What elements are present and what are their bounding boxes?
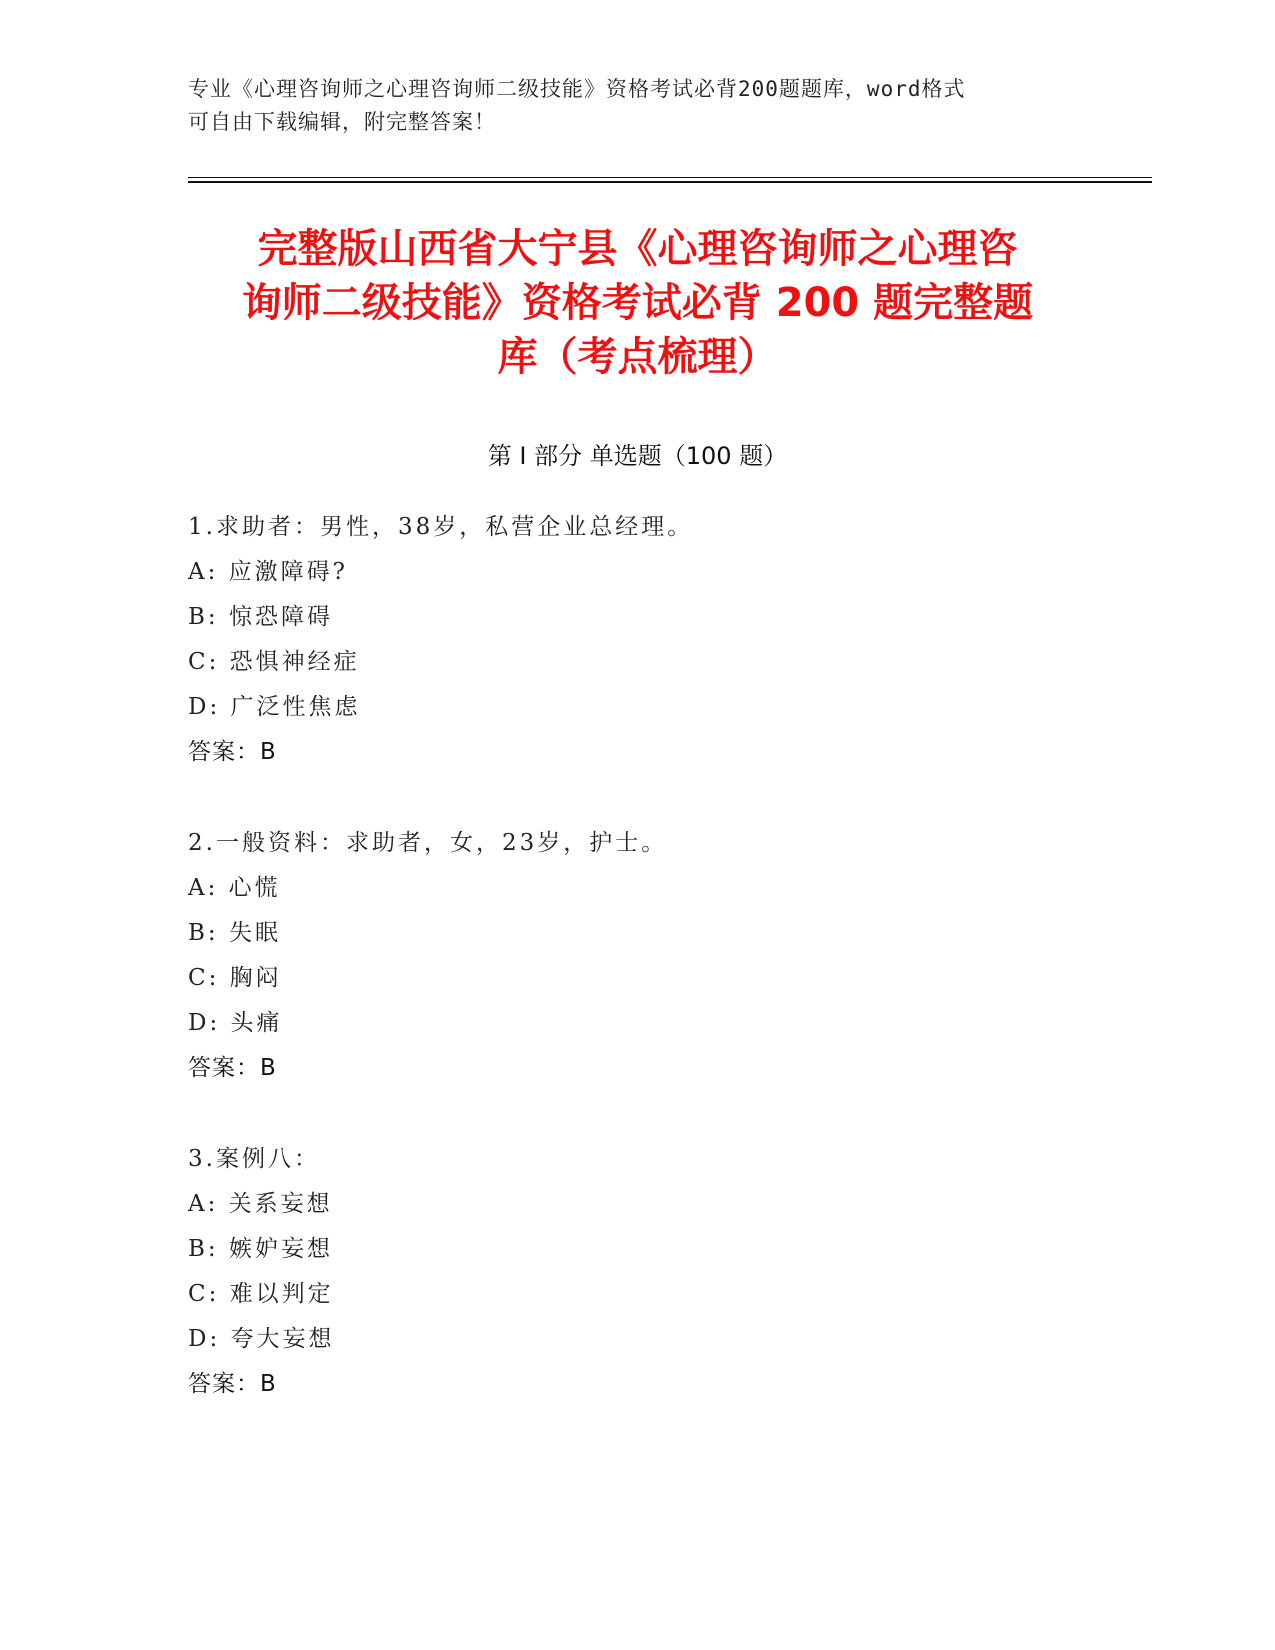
- option-b: B: 失眠: [188, 920, 281, 946]
- option-d: D: 广泛性焦虑: [188, 694, 361, 720]
- title-line-3: 库（考点梳理）: [497, 334, 778, 380]
- title-line-2: 询师二级技能》资格考试必背 200 题完整题: [241, 280, 1034, 326]
- title-line-1: 完整版山西省大宁县《心理咨询师之心理咨: [257, 226, 1018, 272]
- option-a: A: 心慌: [188, 875, 281, 901]
- option-c: C: 难以判定: [188, 1281, 334, 1307]
- question-stem: 2.一般资料：求助者，女，23岁，护士。: [188, 830, 668, 856]
- option-b: B: 嫉妒妄想: [188, 1236, 333, 1262]
- section-title: 第 I 部分 单选题（100 题）: [487, 442, 788, 470]
- header-rule-thick: [188, 181, 1152, 183]
- question-stem: 1.求助者：男性，38岁，私营企业总经理。: [188, 514, 694, 540]
- header-note-line-1: 专业《心理咨询师之心理咨询师二级技能》资格考试必背200题题库，word格式: [188, 77, 966, 101]
- option-a: A: 应激障碍?: [188, 559, 349, 585]
- option-a: A: 关系妄想: [188, 1191, 333, 1217]
- header-rule-thin: [188, 177, 1152, 178]
- document-title: [190, 222, 1085, 384]
- answer: 答案：B: [188, 1371, 277, 1397]
- question-2: [188, 821, 1088, 1091]
- question-1: [188, 505, 1088, 775]
- option-b: B: 惊恐障碍: [188, 604, 333, 630]
- header-note-line-2: 可自由下载编辑，附完整答案！: [188, 110, 496, 134]
- question-3: [188, 1137, 1088, 1407]
- header-note: [188, 73, 1068, 139]
- answer: 答案：B: [188, 1055, 277, 1081]
- question-stem: 3.案例八：: [188, 1146, 320, 1172]
- answer: 答案：B: [188, 739, 277, 765]
- option-d: D: 头痛: [188, 1010, 283, 1036]
- option-c: C: 胸闷: [188, 965, 282, 991]
- option-d: D: 夸大妄想: [188, 1326, 335, 1352]
- option-c: C: 恐惧神经症: [188, 649, 360, 675]
